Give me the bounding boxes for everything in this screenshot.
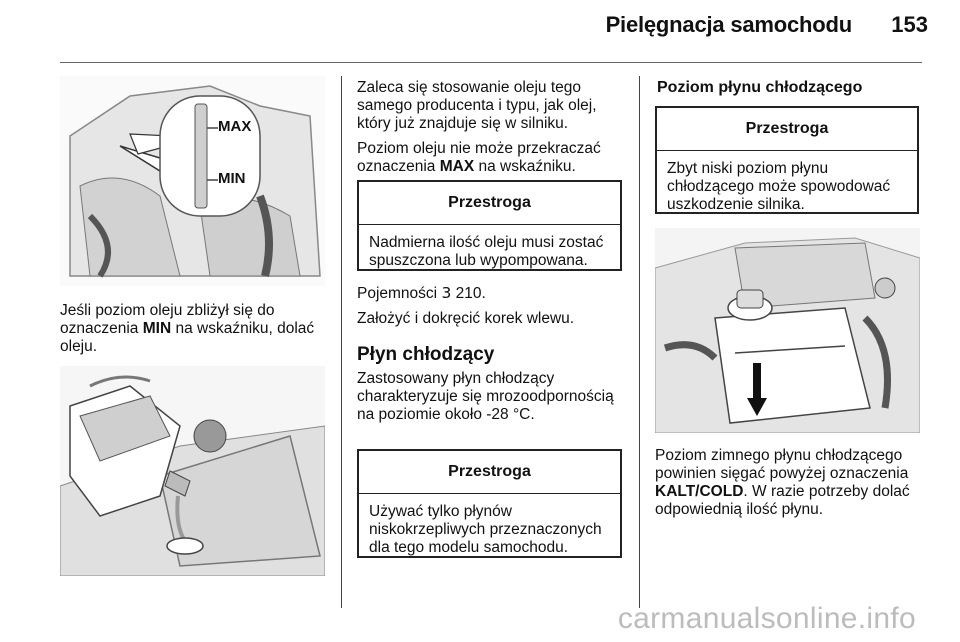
warning-text: Zbyt niski poziom płynu chłodzącego może spowodować uszkodzenie silnika. [667, 160, 891, 213]
column-divider-1 [341, 76, 342, 608]
page-title: Pielęgnacja samochodu [605, 12, 852, 37]
page-reference-arrow[interactable]: 3 [441, 284, 452, 302]
min-keyword: MIN [142, 320, 172, 337]
col2-para3: Założyć i dokręcić korek wlewu. [357, 310, 575, 327]
col2-para2: Poziom oleju nie może przekraczać oznaczenia MAX na wskaźniku. [357, 140, 601, 175]
warning-text: Nadmierna ilość oleju musi zostać spuszczona lub wypompowana. [369, 234, 604, 269]
col2-para1: Zaleca się stosowanie oleju tego samego producenta i typu, jak olej, który już znajduje się w silniku. [357, 79, 597, 132]
header-rule [60, 62, 922, 63]
max-keyword: MAX [439, 158, 475, 175]
warning-title: Przestroga [359, 451, 620, 494]
warning-title: Przestroga [657, 108, 917, 151]
col3-paragraph: Poziom zimnego płynu chłodzącego powinien sięgać powyżej oznaczenia KALT/COLD. W razie potrzeby dolać odpowiednią ilość płynu. [655, 447, 910, 518]
warning-text: Używać tylko płynów niskokrzepliwych przeznaczonych dla tego modelu samochodu. [369, 503, 602, 556]
watermark: carmanualsonline.info [617, 602, 916, 635]
oil-pouring-illustration [60, 366, 325, 576]
min-mark-label: MIN [218, 170, 246, 187]
heading-coolant-level: Poziom płynu chłodzącego [657, 79, 863, 96]
warning-title: Przestroga [359, 182, 620, 225]
coolant-reservoir-illustration [655, 228, 920, 433]
dipstick-illustration [60, 76, 325, 286]
warning-box-coolant-level [655, 106, 919, 214]
col1-paragraph: Jeśli poziom oleju zbliżył się do oznaczenia MIN na wskaźniku, dolać oleju. [60, 302, 315, 355]
kalt-cold-keyword: KALT/COLD [655, 483, 744, 500]
column-divider-2 [639, 76, 640, 608]
heading-coolant: Płyn chłodzący [357, 344, 495, 365]
max-mark-label: MAX [218, 118, 252, 135]
col2-text-top [357, 79, 627, 176]
warning-box-coolant-type [357, 449, 622, 558]
page-header [0, 0, 960, 48]
col2-para4: Zastosowany płyn chłodzący charakteryzuje się mrozoodpornością na poziomie około -28 °C. [357, 370, 614, 423]
page-number: 153 [891, 12, 928, 37]
capacity-paragraph: Pojemności 3 210. [357, 284, 486, 302]
col2-text-mid [357, 284, 627, 328]
warning-box-oil [357, 180, 622, 271]
